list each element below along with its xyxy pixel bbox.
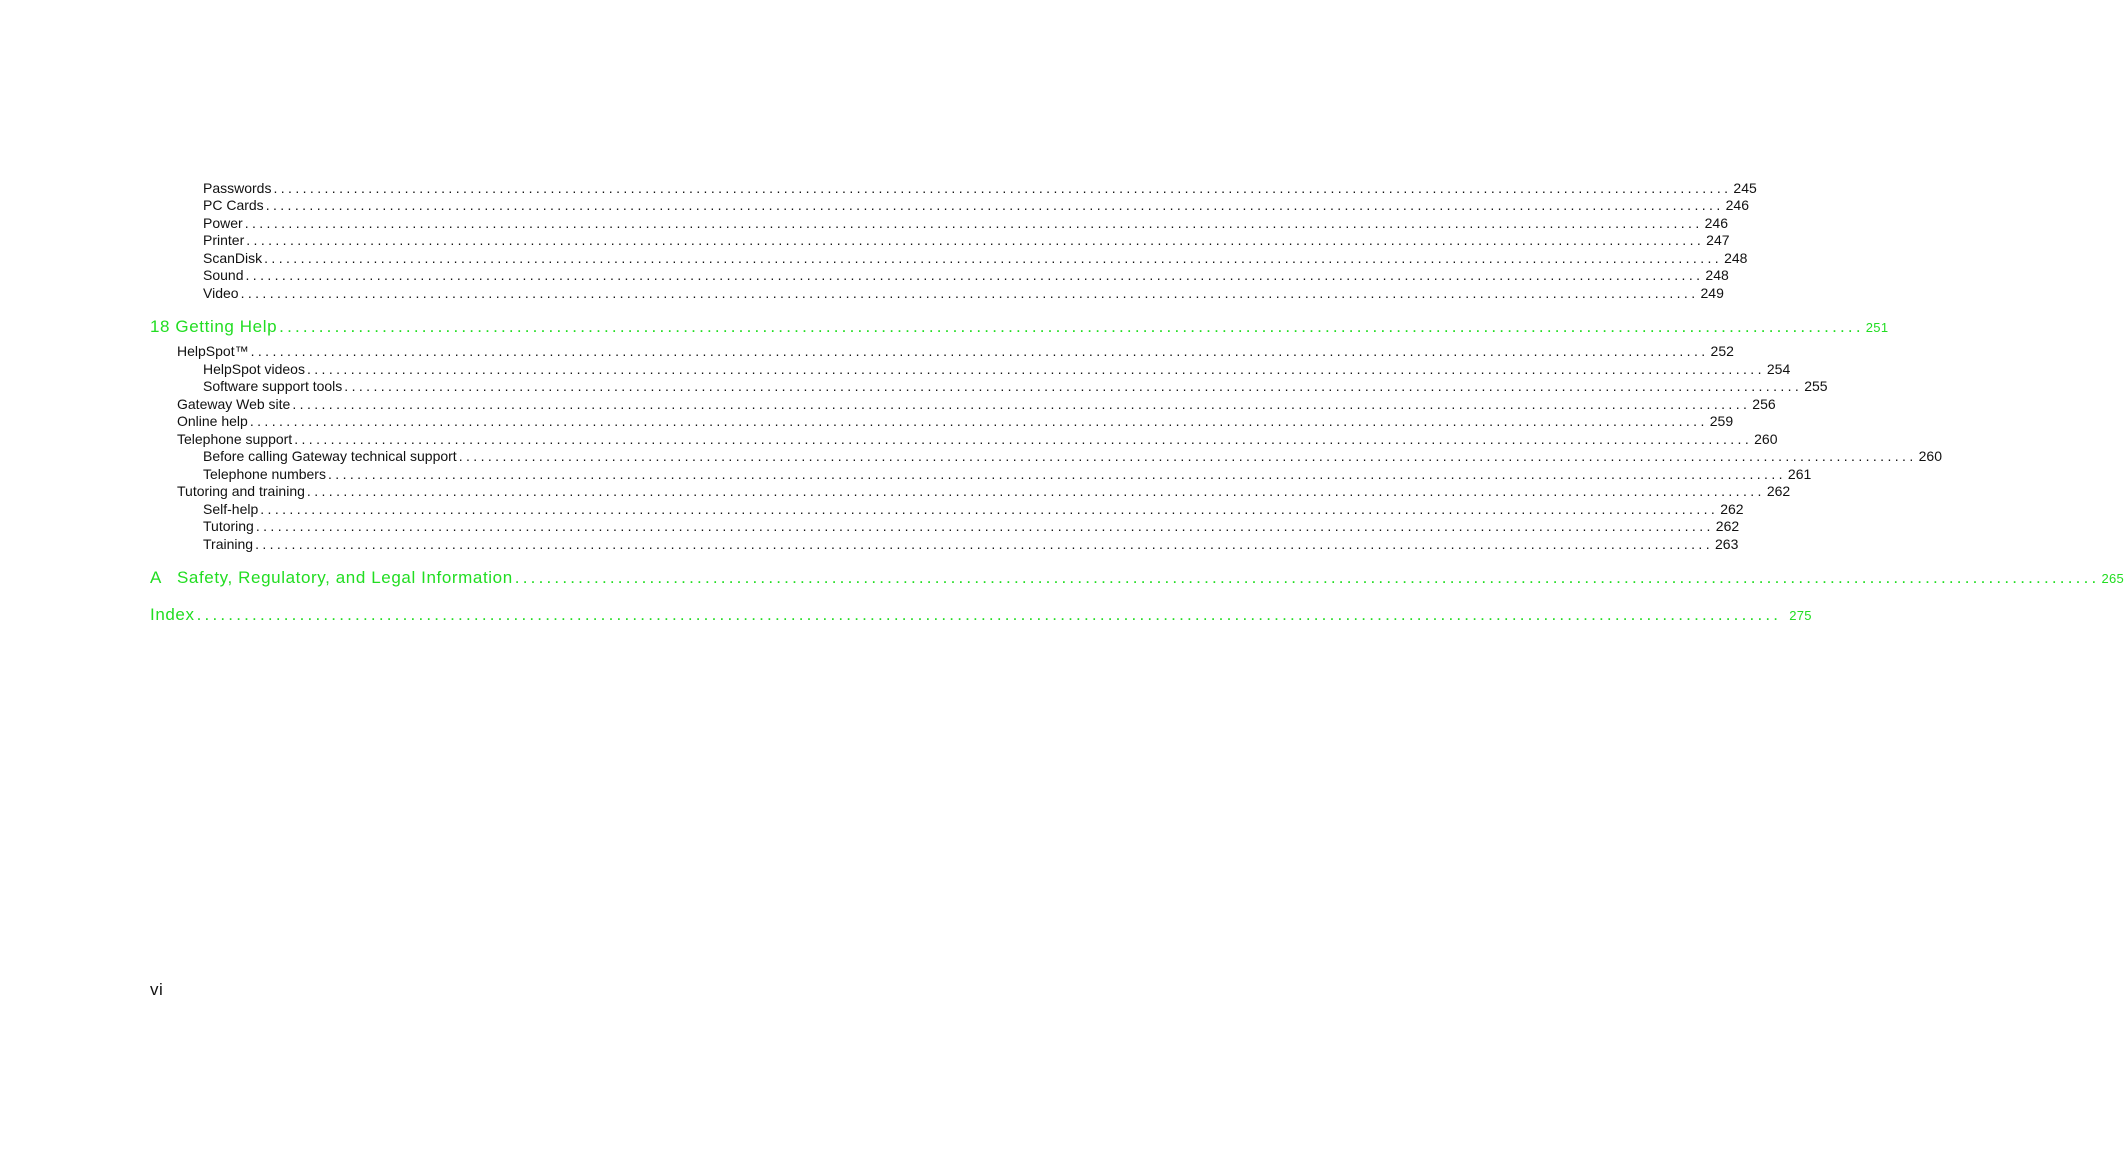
toc-entry-training[interactable] (203, 536, 1739, 553)
toc-entry-page: 248 (1705, 267, 1729, 283)
toc-entry-page: 260 (1754, 431, 1778, 447)
toc-entry-label: ScanDisk (203, 250, 263, 266)
toc-entry-page: 247 (1706, 232, 1730, 248)
toc-entry-label: Gateway Web site (177, 396, 291, 412)
dot-leader: ........................................................................................................................................................................................................ (255, 518, 1714, 534)
toc-entry-page: 249 (1700, 285, 1724, 301)
toc-entry-video[interactable] (203, 285, 1724, 302)
toc-entry-page: 261 (1787, 466, 1812, 482)
toc-entry-page: 259 (1709, 413, 1734, 429)
toc-entry-label: Passwords (203, 180, 272, 196)
toc-entry-page: 260 (1918, 448, 1942, 464)
toc-entry-label: Online help (177, 413, 248, 429)
chapter-title: 18 Getting Help (150, 317, 278, 336)
toc-entry-page: 254 (1766, 361, 1791, 377)
toc-entry-self-help[interactable] (203, 501, 1744, 518)
toc-entry-helpspot-videos[interactable] (203, 361, 1791, 378)
toc-entry-label: Printer (203, 232, 245, 248)
toc-entry-gateway-web-site[interactable] (177, 396, 1776, 413)
toc-chapter-getting-help[interactable] (150, 316, 1889, 338)
dot-leader: ........................................................................................................................................................................................................ (344, 378, 1803, 394)
dot-leader: ........................................................................................................................................................................................................ (306, 361, 1765, 377)
toc-entry-label: PC Cards (203, 197, 264, 213)
toc-entry-label: Training (203, 536, 254, 552)
toc-entry-page: 262 (1766, 483, 1791, 499)
dot-leader: ........................................................................................................................................................................................................ (292, 396, 1751, 412)
dot-leader: ........................................................................................................................................................................................................ (260, 501, 1719, 517)
dot-leader: ........................................................................................................................................................................................................ (265, 197, 1724, 213)
dot-leader: ........................................................................................................................................................................................................ (514, 568, 2100, 587)
page-number-footer: vi (150, 980, 164, 999)
toc-entry-online-help[interactable] (177, 413, 1734, 430)
dot-leader: ........................................................................................................................................................................................................ (273, 180, 1732, 196)
dot-leader: ........................................................................................................................................................................................................ (245, 267, 1704, 283)
toc-entry-page: 245 (1733, 180, 1757, 196)
dot-leader: ........................................................................................................................................................................................................ (240, 285, 1699, 301)
toc-entry-label: Sound (203, 267, 244, 283)
dot-leader: ........................................................................................................................................................................................................ (250, 343, 1709, 359)
toc-entry-page: 262 (1715, 518, 1740, 534)
toc-entry-label: Video (203, 285, 239, 301)
toc-chapter-appendix-a[interactable] (150, 567, 2124, 589)
toc-entry-page: 246 (1704, 215, 1728, 231)
dot-leader: ........................................................................................................................................................................................................ (458, 448, 1917, 464)
toc-entry-telephone-support[interactable] (177, 431, 1778, 448)
toc-entry-page: 256 (1752, 396, 1776, 412)
dot-leader: ........................................................................................................................................................................................................ (246, 232, 1705, 248)
toc-entry-passwords[interactable] (203, 180, 1757, 197)
toc-entry-tutoring-and-training[interactable] (177, 483, 1791, 500)
toc-entry-page: 263 (1715, 536, 1739, 552)
toc-entry-before-calling[interactable] (203, 448, 1942, 465)
toc-entry-telephone-numbers[interactable] (203, 466, 1812, 483)
toc-entry-printer[interactable] (203, 232, 1730, 249)
toc-entry-label: Power (203, 215, 243, 231)
toc-chapter-index[interactable] (150, 604, 1812, 626)
toc-entry-page: 262 (1720, 501, 1744, 517)
toc-entry-software-support-tools[interactable] (203, 378, 1828, 395)
toc-entry-label: HelpSpot videos (203, 361, 305, 377)
toc-entry-label: Software support tools (203, 378, 343, 394)
toc-entry-label: Tutoring and training (177, 483, 305, 499)
toc-entry-label: Telephone support (177, 431, 293, 447)
dot-leader: ........................................................................................................................................................................................................ (249, 413, 1708, 429)
toc-entry-page: 248 (1724, 250, 1748, 266)
toc-entry-page: 255 (1804, 378, 1828, 394)
toc-entry-sound[interactable] (203, 267, 1729, 284)
chapter-page: 251 (1865, 320, 1889, 335)
dot-leader: ........................................................................................................................................................................................................ (264, 250, 1723, 266)
dot-leader: ........................................................................................................................................................................................................ (244, 215, 1703, 231)
dot-leader: ........................................................................................................................................................................................................ (294, 431, 1753, 447)
toc-entry-page: 252 (1710, 343, 1734, 359)
toc-entry-helpspot[interactable] (177, 343, 1734, 360)
toc-entry-label: Before calling Gateway technical support (203, 448, 457, 464)
toc-entry-label: Telephone numbers (203, 466, 326, 482)
toc-entry-scandisk[interactable] (203, 250, 1748, 267)
toc-entry-label: Self-help (203, 501, 259, 517)
chapter-page: 275 (1789, 608, 1812, 623)
dot-leader: ........................................................................................................................................................................................................ (255, 536, 1713, 552)
dot-leader: ........................................................................................................................................................................................................ (306, 483, 1765, 499)
toc-entry-page: 246 (1725, 197, 1749, 213)
toc-entry-tutoring[interactable] (203, 518, 1740, 535)
toc-entry-label: Tutoring (203, 518, 254, 534)
toc-entry-power[interactable] (203, 215, 1728, 232)
chapter-title: A Safety, Regulatory, and Legal Information (150, 568, 513, 587)
dot-leader: ........................................................................................................................................................................................................ (196, 605, 1782, 624)
dot-leader: ........................................................................................................................................................................................................ (327, 466, 1786, 482)
chapter-page: 265 (2101, 571, 2124, 586)
toc-entry-pc-cards[interactable] (203, 197, 1749, 214)
toc-entry-label: HelpSpot™ (177, 343, 249, 359)
dot-leader: ........................................................................................................................................................................................................ (279, 317, 1864, 336)
chapter-title: Index (150, 605, 195, 624)
